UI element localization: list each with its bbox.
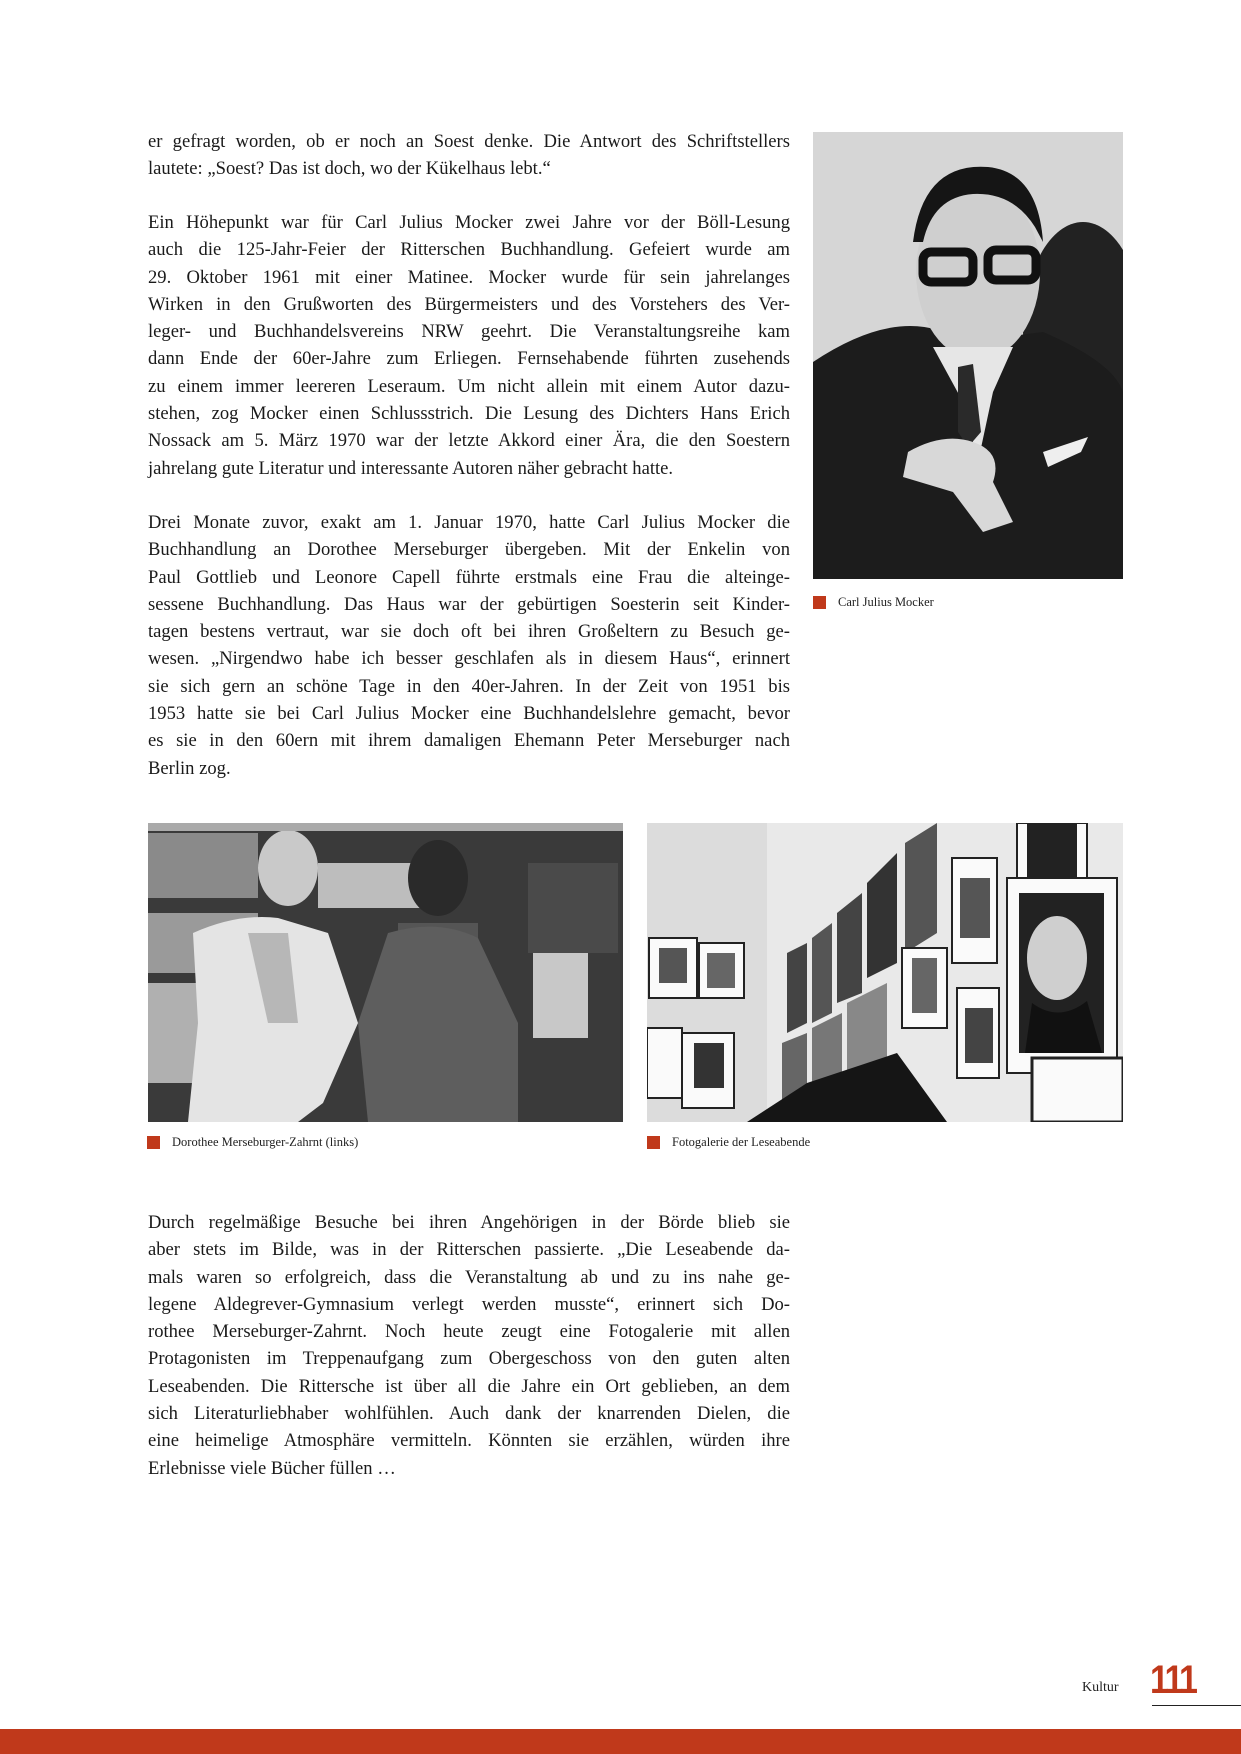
text-line: tagen bestens vertraut, war sie doch oft bei ihren Großeltern zu Besuch ge- <box>148 621 790 643</box>
page-number: 111 <box>1150 1658 1196 1702</box>
text-line: 1953 hatte sie bei Carl Julius Mocker eine Buchhandelslehre gemacht, bevor <box>148 703 790 725</box>
bookshop-photo <box>148 823 623 1122</box>
text-line: Wirken in den Grußworten des Bürgermeisters und des Vorstehers des Ver- <box>148 293 790 315</box>
paragraph-3 <box>148 509 790 782</box>
text-line: rothee Merseburger-Zahrnt. Noch heute zeugt eine Fotogalerie mit allen <box>148 1321 790 1343</box>
text-line: Berlin zog. <box>148 757 231 779</box>
text-line: Protagonisten im Treppenaufgang zum Obergeschoss von den guten alten <box>148 1348 790 1370</box>
text-line: zu einem immer leereren Leseraum. Um nicht allein mit einem Autor dazu- <box>148 375 790 397</box>
text-line: jahrelang gute Literatur und interessante Autoren näher gebracht hatte. <box>148 457 674 479</box>
text-line: eine heimelige Atmosphäre vermitteln. Könnten sie erzählen, würden ihre <box>148 1430 790 1452</box>
text-line: legene Aldegrever-Gymnasium verlegt werden musste“, erinnert sich Do- <box>148 1293 790 1315</box>
paragraph-1 <box>148 128 790 183</box>
text-line: Paul Gottlieb und Leonore Capell führte erstmals eine Frau die alteinge- <box>148 566 790 588</box>
text-line: Nossack am 5. März 1970 war der letzte Akkord einer Ära, die den Soestern <box>148 430 790 452</box>
text-line: stehen, zog Mocker einen Schlussstrich. Die Lesung des Dichters Hans Erich <box>148 403 790 425</box>
caption-marker-icon <box>147 1136 160 1149</box>
caption-marker-icon <box>647 1136 660 1149</box>
text-line: Buchhandlung an Dorothee Merseburger übergeben. Mit der Enkelin von <box>148 539 790 561</box>
footer-rule <box>1152 1705 1241 1706</box>
gallery-photo <box>647 823 1123 1122</box>
paragraph-4 <box>148 1209 790 1482</box>
text-line: Ein Höhepunkt war für Carl Julius Mocker zwei Jahre vor der Böll-Lesung <box>148 212 790 233</box>
text-line: Leseabenden. Die Rittersche ist über all die Jahre ein Ort geblieben, an dem <box>148 1375 790 1397</box>
bottom-accent-bar <box>0 1729 1241 1754</box>
text-line: er gefragt worden, ob er noch an Soest denke. Die Antwort des Schriftstellers <box>148 131 790 152</box>
text-line: dann Ende der 60er-Jahre zum Erliegen. Fernsehabende führten zusehends <box>148 348 790 370</box>
text-line: Erlebnisse viele Bücher füllen … <box>148 1457 396 1479</box>
text-line: Drei Monate zuvor, exakt am 1. Januar 1970, hatte Carl Julius Mocker die <box>148 512 790 533</box>
text-line: sessene Buchhandlung. Das Haus war der gebürtigen Soesterin seit Kinder- <box>148 593 790 615</box>
text-line: es sie in den 60ern mit ihrem damaligen Ehemann Peter Merseburger nach <box>148 730 790 752</box>
text-line: sich Literaturliebhaber wohlfühlen. Auch dank der knarrenden Dielen, die <box>148 1403 790 1425</box>
text-line: aber stets im Bilde, was in der Ritterschen passierte. „Die Leseabende da- <box>148 1239 790 1261</box>
text-line: leger- und Buchhandelsvereins NRW geehrt. Die Veranstaltungsreihe kam <box>148 321 790 343</box>
text-line: wesen. „Nirgendwo habe ich besser geschlafen als in diesem Haus“, erinnert <box>148 648 790 670</box>
text-line: auch die 125-Jahr-Feier der Ritterschen Buchhandlung. Gefeiert wurde am <box>148 239 790 261</box>
portrait-photo-carl-julius-mocker <box>813 132 1123 579</box>
caption-marker-icon <box>813 596 826 609</box>
text-line: 29. Oktober 1961 mit einer Matinee. Mocker wurde für sein jahrelanges <box>148 266 790 288</box>
paragraph-2 <box>148 209 790 482</box>
text-line: Durch regelmäßige Besuche bei ihren Angehörigen in der Börde blieb sie <box>148 1212 790 1233</box>
section-label: Kultur <box>1082 1680 1119 1695</box>
portrait-image <box>813 132 1123 579</box>
text-line: sie sich gern an schöne Tage in den 40er-Jahren. In der Zeit von 1951 bis <box>148 675 790 697</box>
gallery-image <box>647 823 1123 1122</box>
text-line: lautete: „Soest? Das ist doch, wo der Kükelhaus lebt.“ <box>148 158 551 180</box>
text-line: mals waren so erfolgreich, dass die Veranstaltung ab und zu ins nahe ge- <box>148 1266 790 1288</box>
bookshop-image <box>148 823 623 1122</box>
